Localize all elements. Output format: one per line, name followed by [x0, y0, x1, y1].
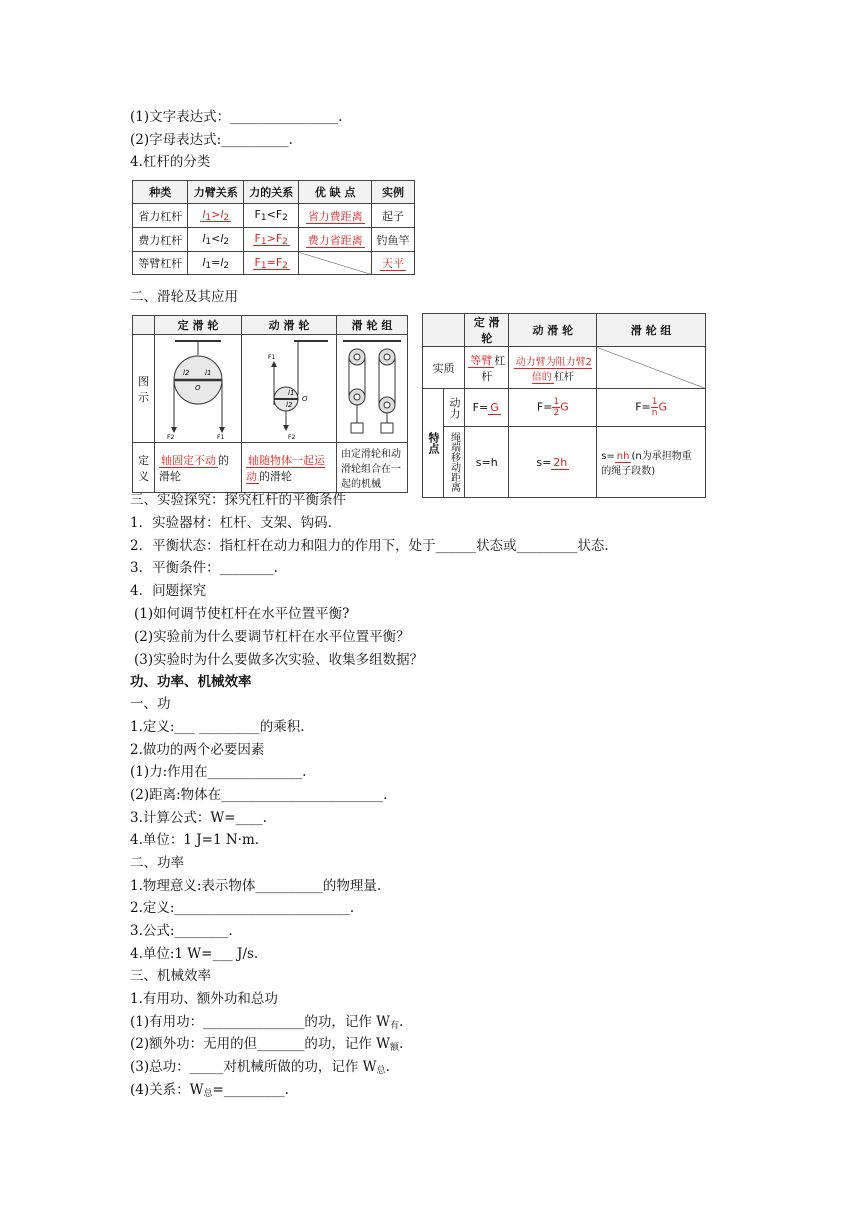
- label-o: O: [195, 384, 201, 392]
- moving-pulley-figure: [242, 335, 337, 443]
- lever-pros-empty: [299, 252, 371, 275]
- essence-fixed: 等臂 杠杆: [465, 347, 509, 389]
- label-f2: F2: [288, 434, 296, 439]
- experiment-line: 2．平衡状态：指杠杆在动力和阻力的作用下，处于______状态或_________状态.: [130, 538, 609, 554]
- label-f1: F1: [268, 354, 276, 361]
- pulley-header-blank: [133, 316, 155, 335]
- lever-header-pros: 优 缺 点: [299, 181, 371, 204]
- feature-label: 特点: [423, 389, 444, 498]
- fixed-pulley-figure: [155, 335, 242, 443]
- power-line: 3.公式:________.: [130, 923, 233, 939]
- experiment-line: 1．实验器材：杠杆、支架、钩码.: [130, 515, 332, 531]
- work-line: 4.单位：1 J=1 N·m.: [130, 832, 260, 848]
- def-moving-pulley: 轴随物体一起运动 的滑轮: [242, 443, 337, 493]
- essence-group-empty: [597, 347, 706, 389]
- force-fixed: F= G: [465, 389, 509, 427]
- power-line: 2.定义:__________________________.: [130, 900, 355, 916]
- pulley-header-group: 滑 轮 组: [337, 316, 408, 335]
- label-o: O: [302, 395, 308, 403]
- work-line: (1)力:作用在______________.: [130, 764, 307, 780]
- extra-work-line: (2)额外功：无用的但_______的功，记作 $W_额$.: [130, 1036, 404, 1053]
- row-label-distance: 绳端移动距离: [444, 427, 465, 498]
- lever-arm-relation: $l_1=l_2$: [188, 252, 243, 275]
- label-l2: l2: [286, 401, 293, 409]
- row-label-essence: 实质: [423, 347, 465, 389]
- pulley-group-diagram: [339, 335, 405, 439]
- lever-example: 起子: [371, 204, 414, 228]
- lever-classification-heading: 4.杠杆的分类: [130, 154, 211, 170]
- lever-example: 钓鱼竿: [371, 228, 414, 252]
- feature-header-moving: 动 滑 轮: [509, 314, 597, 347]
- lever-row-equal-arm: [133, 252, 415, 275]
- feature-header-fixed: 定 滑 轮: [465, 314, 509, 347]
- distance-fixed: s=h: [465, 427, 509, 498]
- power-heading: 二、功率: [130, 855, 184, 871]
- def-fixed-pulley: 轴固定不动 的滑轮: [155, 443, 242, 493]
- pulley-heading: 二、滑轮及其应用: [130, 289, 238, 305]
- label-l2: l2: [183, 369, 190, 377]
- feature-header-group: 滑 轮 组: [597, 314, 706, 347]
- lever-table: [132, 180, 415, 275]
- lever-kind: 省力杠杆: [133, 204, 188, 228]
- total-work-line: (3)总功：_____对机械所做的功，记作 $W_总$.: [130, 1059, 390, 1076]
- lever-pros: 费力省距离: [299, 228, 371, 252]
- pulley-header-moving: 动 滑 轮: [242, 316, 337, 335]
- lever-row-labor-costing: [133, 228, 415, 252]
- lever-header-kind: 种类: [133, 181, 188, 204]
- formula-text-line: (1)文字表达式：________________.: [130, 109, 343, 125]
- row-label-definition: 定义: [133, 443, 155, 493]
- row-label-figure: 图示: [133, 335, 155, 443]
- lever-kind: 等臂杠杆: [133, 252, 188, 275]
- pulley-group-figure: [337, 335, 408, 443]
- experiment-line: 3．平衡条件：________.: [130, 560, 278, 576]
- lever-force-relation: $F_1>F_2$: [243, 228, 298, 252]
- useful-work-line: (1)有用功：_______________的功，记作 $W_有$.: [130, 1014, 404, 1031]
- efficiency-heading: 三、机械效率: [130, 968, 211, 984]
- formula-letter-line: (2)字母表达式:__________.: [130, 132, 293, 148]
- moving-pulley-diagram: [244, 335, 334, 439]
- work-line: 2.做功的两个必要因素: [130, 742, 265, 758]
- power-line: 1.物理意义:表示物体__________的物理量.: [130, 878, 382, 894]
- lever-header-arm: 力臂关系: [188, 181, 243, 204]
- lever-force-relation: $F_1<F_2$: [243, 204, 298, 228]
- lever-pros: 省力费距离: [299, 204, 371, 228]
- label-f2: F2: [167, 434, 175, 439]
- lever-header-force: 力的关系: [243, 181, 298, 204]
- pulley-feature-table: [422, 313, 706, 498]
- lever-arm-relation: $l_1<l_2$: [188, 228, 243, 252]
- lever-row-labor-saving: [133, 204, 415, 228]
- force-group: F= $\frac{1}{n}$ G: [597, 389, 706, 427]
- work-relation-line: (4)关系：$W_总=\_\_\_\_\_\_\_\_\_$.: [130, 1082, 289, 1099]
- work-power-title: 功、功率、机械效率: [130, 674, 252, 690]
- row-label-force: 动力: [444, 389, 465, 427]
- experiment-question: (1)如何调节使杠杆在水平位置平衡?: [134, 606, 350, 622]
- lever-force-relation: $F_1=F_2$: [243, 252, 298, 275]
- lever-example: 天平: [371, 252, 414, 275]
- efficiency-line: 1.有用功、额外功和总功: [130, 991, 278, 1007]
- label-l1: l1: [205, 369, 212, 377]
- work-line: 一、功: [130, 696, 171, 712]
- pulley-header-fixed: 定 滑 轮: [155, 316, 242, 335]
- lever-header-example: 实例: [371, 181, 414, 204]
- essence-moving: 动力臂为阻力臂2倍的 杠杆: [509, 347, 597, 389]
- experiment-question: (2)实验前为什么要调节杠杆在水平位置平衡？: [134, 629, 410, 645]
- distance-moving: s= 2h: [509, 427, 597, 498]
- force-moving: F= $\frac{1}{2}$ G: [509, 389, 597, 427]
- def-pulley-group: 由定滑轮和动滑轮组合在一起的机械: [337, 443, 408, 493]
- work-line: 1.定义:___ _________的乘积.: [130, 719, 305, 735]
- distance-group: s= nh (n为承担物重的绳子段数): [597, 427, 706, 498]
- experiment-heading: 三、实验探究：探究杠杆的平衡条件: [130, 492, 346, 508]
- power-line: 4.单位:1 W=___ J/s.: [130, 946, 259, 962]
- lever-kind: 费力杠杆: [133, 228, 188, 252]
- work-line: 3.计算公式：W=____.: [130, 810, 267, 826]
- lever-arm-relation: $l_1>l_2$: [188, 204, 243, 228]
- label-f1: F1: [217, 434, 225, 439]
- feature-header-blank: [423, 314, 465, 347]
- experiment-question: (3)实验时为什么要做多次实验、收集多组数据？: [134, 652, 424, 668]
- work-line: (2)距离:物体在________________________.: [130, 787, 388, 803]
- pulley-figure-table: [132, 315, 408, 493]
- experiment-line: 4．问题探究: [130, 583, 207, 599]
- fixed-pulley-diagram: [157, 335, 239, 439]
- label-l1: l1: [288, 389, 295, 397]
